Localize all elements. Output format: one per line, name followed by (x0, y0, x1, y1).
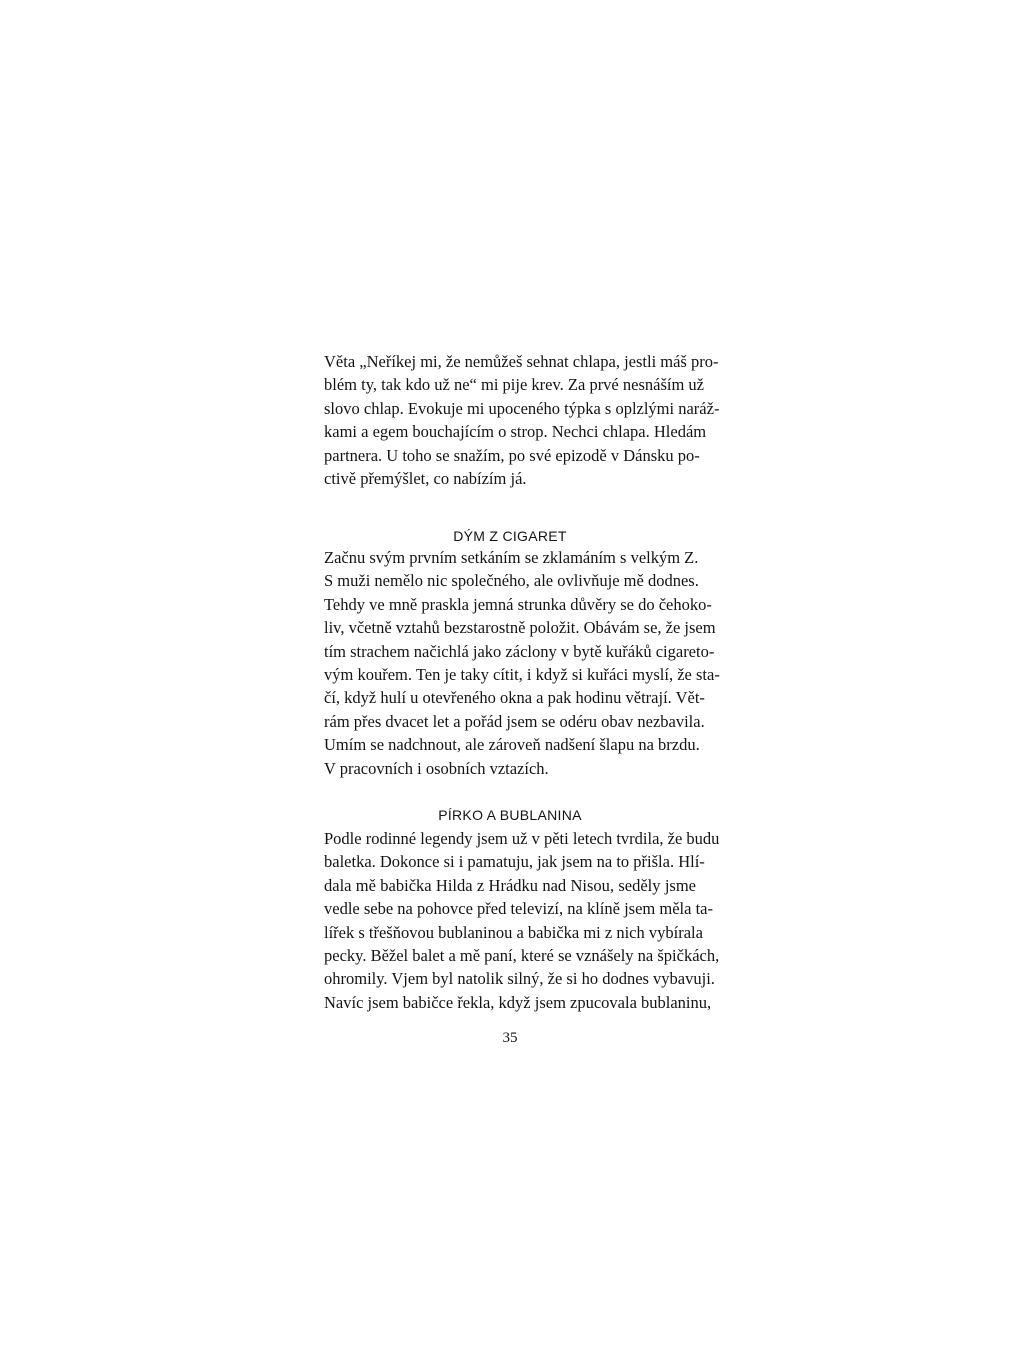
section-1-paragraph (324, 546, 720, 780)
section-2-line: dala mě babička Hilda z Hrádku nad Nisou, seděly jsme (324, 875, 696, 895)
section-1-line: vým kouřem. Ten je taky cítit, i když si kuřáci myslí, že sta- (324, 664, 720, 684)
section-1-line: S muži nemělo nic společného, ale ovlivňuje mě dodnes. (324, 571, 699, 591)
section-2-paragraph (324, 827, 720, 1014)
intro-line: ctivě přemýšlet, co nabízím já. (324, 468, 527, 488)
section-heading-dym-z-cigaret: DÝM Z CIGARET (453, 528, 567, 544)
section-1-line: tím strachem načichlá jako záclony v bytě kuřáků cigareto- (324, 641, 715, 661)
section-1-line: Umím se nadchnout, ale zároveň nadšení šlapu na brzdu. (324, 735, 700, 755)
section-1-line: rám přes dvacet let a pořád jsem se odéru obav nezbavila. (324, 711, 705, 731)
intro-line: kami a egem bouchajícím o strop. Nechci chlapa. Hledám (324, 422, 707, 442)
section-1-line: čí, když hulí u otevřeného okna a pak hodinu větrají. Vět- (324, 688, 705, 708)
section-1-line: liv, včetně vztahů bezstarostně položit. Obávám se, že jsem (324, 618, 716, 638)
intro-line: partnera. U toho se snažím, po své epizodě v Dánsku po- (324, 445, 700, 465)
intro-line: blém ty, tak kdo už ne“ mi pije krev. Za prvé nesnáším už (324, 375, 704, 395)
section-2-line: baletka. Dokonce si i pamatuju, jak jsem na to přišla. Hlí- (324, 852, 705, 872)
section-heading-pirko-a-bublanina: PÍRKO A BUBLANINA (438, 807, 582, 823)
intro-line: slovo chlap. Evokuje mi upoceného týpka s oplzlými naráž- (324, 398, 720, 418)
section-2-line: ohromily. Vjem byl natolik silný, že si ho dodnes vybavuji. (324, 969, 715, 989)
section-1-line: Začnu svým prvním setkáním se zklamáním s velkým Z. (324, 548, 699, 567)
intro-paragraph (324, 350, 720, 490)
section-1-line: V pracovních i osobních vztazích. (324, 758, 549, 778)
section-2-line: Navíc jsem babičce řekla, když jsem zpucovala bublaninu, (324, 992, 712, 1012)
section-2-line: vedle sebe na pohovce před televizí, na klíně jsem měla ta- (324, 899, 713, 919)
section-2-line: lířek s třešňovou bublaninou a babička mi z nich vybírala (324, 922, 703, 942)
section-1-line: Tehdy ve mně praskla jemná strunka důvěry se do čehoko- (324, 594, 712, 614)
section-2-line: pecky. Běžel balet a mě paní, které se vznášely na špičkách, (324, 945, 720, 965)
page-number: 35 (502, 1030, 518, 1046)
intro-line: Věta „Neříkej mi, že nemůžeš sehnat chlapa, jestli máš pro- (324, 352, 719, 371)
section-2-line: Podle rodinné legendy jsem už v pěti letech tvrdila, že budu (324, 829, 720, 848)
